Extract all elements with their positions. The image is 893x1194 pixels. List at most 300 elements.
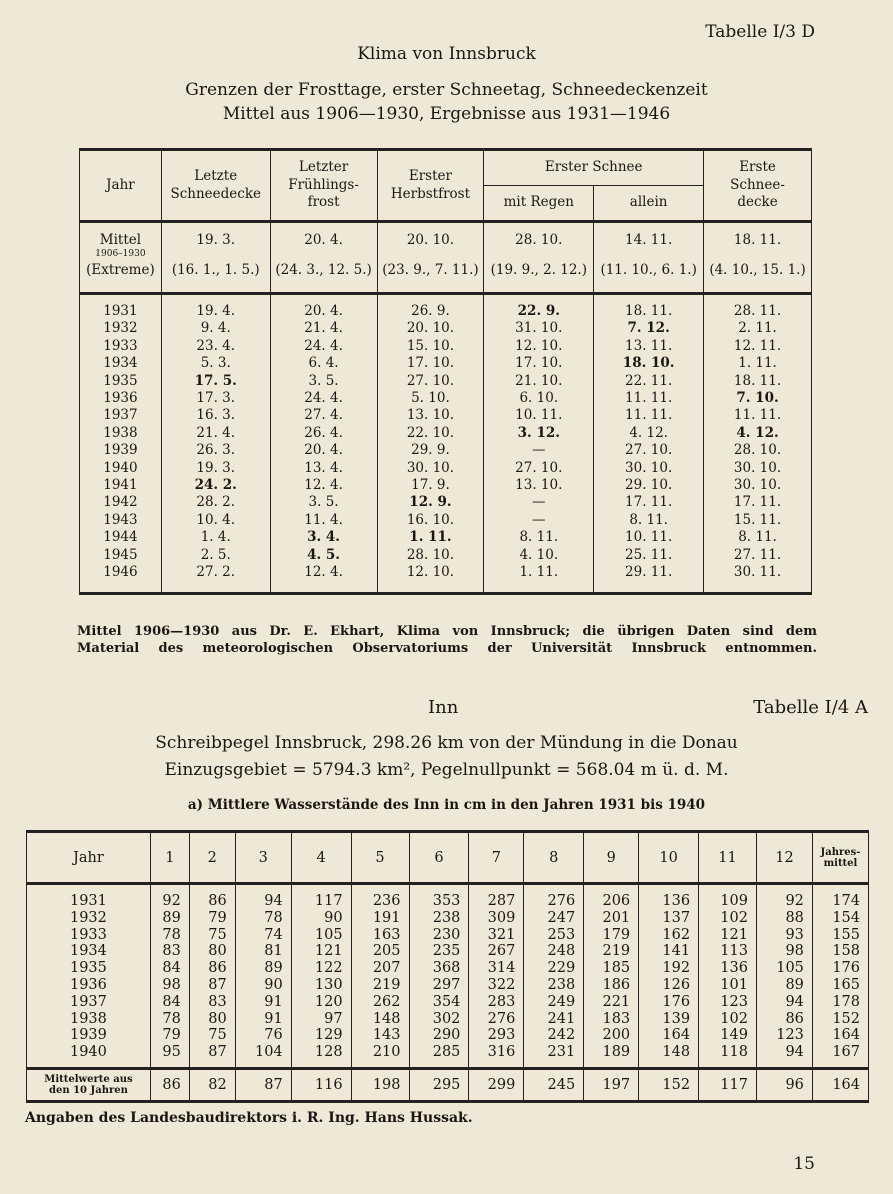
- header-month-12: 12: [756, 832, 812, 884]
- table-cell: 17. 11.: [625, 494, 673, 511]
- table-cell: 253: [547, 926, 576, 943]
- col-month-1: [150, 884, 189, 1069]
- table-cell: 26. 3.: [196, 442, 236, 459]
- table-cell: 1. 11.: [519, 564, 559, 581]
- row-year: 1937: [69, 993, 107, 1010]
- table-cell: 148: [372, 1010, 401, 1027]
- header-jahr: Jahr: [80, 150, 162, 222]
- avg-label: Mittelwerte aus den 10 Jahren: [27, 1068, 151, 1101]
- table-cell: 29. 9.: [411, 442, 450, 459]
- table-cell: 78: [264, 909, 283, 926]
- avg-cell: 198: [351, 1068, 409, 1101]
- table-cell: 314: [487, 960, 516, 977]
- table-cell: 27. 10.: [625, 442, 673, 459]
- table-cell: 276: [487, 1010, 516, 1027]
- table-cell: 1. 11.: [738, 355, 777, 372]
- header-month-8: 8: [524, 832, 584, 884]
- table-cell: 24. 4.: [304, 337, 343, 354]
- table-cell: 13. 4.: [304, 459, 343, 476]
- table-cell: 1932: [103, 320, 138, 337]
- col-month-2: [189, 884, 235, 1069]
- header-month-5: 5: [351, 832, 409, 884]
- table-cell: 11. 4.: [304, 511, 343, 528]
- table-id-top: Tabelle I/3 D: [705, 22, 815, 42]
- table-cell: 316: [487, 1044, 516, 1061]
- table-cell: 200: [602, 1027, 631, 1044]
- table-cell: 152: [832, 1010, 860, 1027]
- table-cell: 12. 10.: [515, 337, 563, 354]
- avg-cell: 86: [150, 1068, 189, 1101]
- table-cell: 20. 4.: [304, 442, 343, 459]
- table-cell: 1. 4.: [200, 529, 231, 546]
- table-cell: 11. 11.: [625, 390, 673, 407]
- table-cell: 15. 10.: [406, 337, 455, 354]
- table-cell: 1943: [103, 511, 138, 528]
- table-cell: 92: [785, 893, 804, 909]
- table-cell: 74: [264, 926, 283, 943]
- table-cell: 3. 5.: [308, 494, 339, 511]
- table-cell: 93: [785, 926, 804, 943]
- table-cell: 15. 11.: [733, 511, 782, 528]
- table-cell: 130: [314, 976, 343, 993]
- table-cell: 154: [832, 909, 860, 926]
- table-cell: 84: [162, 993, 181, 1010]
- row-year: 1934: [69, 943, 107, 960]
- header-month-11: 11: [699, 832, 757, 884]
- table-cell: 3. 5.: [308, 372, 339, 389]
- table-cell: 1946: [103, 564, 138, 581]
- river-name: Inn: [428, 697, 459, 718]
- col-month-4: [291, 884, 351, 1069]
- table-cell: 118: [720, 1044, 748, 1061]
- table-cell: 90: [264, 976, 283, 993]
- table-cell: 126: [662, 976, 691, 993]
- table-cell: —: [532, 442, 546, 459]
- table-cell: 158: [832, 943, 860, 960]
- table-cell: 121: [720, 926, 748, 943]
- table-cell: 81: [264, 943, 283, 960]
- table-cell: 17. 9.: [411, 477, 450, 494]
- table-cell: 17. 3.: [196, 390, 236, 407]
- table-cell: 174: [832, 893, 860, 909]
- avg-cell: 87: [235, 1068, 291, 1101]
- col-month-6: [409, 884, 469, 1069]
- avg-cell: 197: [584, 1068, 639, 1101]
- table-caption: a) Mittlere Wasserstände des Inn in cm in den Jahren 1931 bis 1940: [187, 797, 706, 813]
- header-month-3: 3: [235, 832, 291, 884]
- table-cell: 164: [832, 1027, 860, 1044]
- table-cell: 12. 11.: [733, 337, 782, 354]
- table-cell: 8. 11.: [738, 529, 777, 546]
- table-cell: 78: [162, 1010, 181, 1027]
- table-cell: 1. 11.: [409, 529, 452, 546]
- table-cell: 94: [264, 893, 283, 909]
- table-cell: 86: [208, 893, 227, 909]
- header-jahr: Jahr: [27, 832, 151, 884]
- row-year: 1940: [69, 1044, 107, 1061]
- table-cell: 102: [720, 909, 748, 926]
- table-cell: 162: [662, 926, 691, 943]
- avg-cell: 152: [639, 1068, 699, 1101]
- table-cell: 236: [372, 893, 401, 909]
- table-cell: 18. 10.: [622, 355, 675, 372]
- header-month-9: 9: [584, 832, 639, 884]
- table-cell: 13. 10.: [515, 477, 563, 494]
- subtitle-2: Mittel aus 1906—1930, Ergebnisse aus 1931—1946: [222, 104, 671, 124]
- subtitle-1: Grenzen der Frosttage, erster Schneetag, Schneedeckenzeit: [185, 80, 708, 100]
- table-cell: 11. 11.: [733, 407, 782, 424]
- gauge-line-2: Einzugsgebiet = 5794.3 km², Pegelnullpunkt = 568.04 m ü. d. M.: [164, 760, 729, 780]
- table-cell: 283: [487, 993, 516, 1010]
- col-month-3: [235, 884, 291, 1069]
- header-mit-regen: mit Regen: [484, 186, 594, 222]
- table-cell: 87: [208, 976, 227, 993]
- table-cell: 113: [720, 943, 748, 960]
- table-cell: 94: [785, 993, 804, 1010]
- table-cell: 91: [264, 993, 283, 1010]
- table-cell: 148: [662, 1044, 691, 1061]
- table-cell: 164: [662, 1027, 691, 1044]
- table-cell: 10. 11.: [625, 529, 673, 546]
- table-cell: 20. 10.: [406, 320, 455, 337]
- header-letzter-fruehlingsfrost: Letzter Frühlings- frost: [270, 150, 377, 222]
- col-allein: [594, 294, 704, 594]
- table-cell: 1939: [103, 442, 138, 459]
- table-cell: 92: [162, 893, 181, 909]
- header-erster-herbstfrost: Erster Herbstfrost: [377, 150, 484, 222]
- mittel-mit-regen: 28. 10. (19. 9., 2. 12.): [484, 222, 594, 294]
- row-year: 1938: [69, 1010, 107, 1027]
- table-cell: 76: [264, 1027, 283, 1044]
- table-cell: 238: [547, 976, 576, 993]
- table-cell: 249: [547, 993, 576, 1010]
- frost-snow-table: [79, 148, 812, 595]
- table-cell: 321: [487, 926, 516, 943]
- col-letzte-schneedecke: [161, 294, 270, 594]
- table-cell: 17. 10.: [515, 355, 563, 372]
- table-cell: 30. 10.: [733, 459, 782, 476]
- col-mit-regen: [484, 294, 594, 594]
- table-cell: 13. 10.: [406, 407, 455, 424]
- header-month-1: 1: [150, 832, 189, 884]
- table-cell: 285: [432, 1044, 461, 1061]
- row-year: 1933: [69, 926, 107, 943]
- table-cell: 121: [314, 943, 343, 960]
- table-cell: 79: [162, 1027, 181, 1044]
- table-cell: 27. 4.: [304, 407, 343, 424]
- table-cell: 10. 11.: [515, 407, 563, 424]
- avg-cell: 295: [409, 1068, 469, 1101]
- col-years: [80, 294, 162, 594]
- source-note: Angaben des Landesbaudirektors i. R. Ing. Hans Hussak.: [25, 1110, 473, 1126]
- avg-cell: 116: [291, 1068, 351, 1101]
- page-title: Klima von Innsbruck: [357, 44, 536, 64]
- header-month-2: 2: [189, 832, 235, 884]
- table-cell: 8. 11.: [519, 529, 559, 546]
- table-cell: 3. 12.: [517, 424, 560, 441]
- table-cell: 79: [208, 909, 227, 926]
- table-cell: 7. 12.: [627, 320, 670, 337]
- mittel-erste-schneedecke: 18. 11. (4. 10., 15. 1.): [704, 222, 812, 294]
- table-cell: 242: [547, 1027, 576, 1044]
- table-id-bottom: Tabelle I/4 A: [753, 697, 868, 718]
- table-cell: 2. 5.: [200, 546, 231, 563]
- table-cell: 12. 4.: [304, 477, 343, 494]
- table-cell: 5. 10.: [411, 390, 450, 407]
- header-month-4: 4: [291, 832, 351, 884]
- table-cell: 89: [162, 909, 181, 926]
- table-cell: 167: [832, 1044, 860, 1061]
- table-cell: 368: [432, 960, 461, 977]
- table-cell: 136: [662, 893, 691, 909]
- table-cell: 30. 11.: [733, 564, 782, 581]
- table-cell: 83: [208, 993, 227, 1010]
- table-cell: 16. 3.: [196, 407, 236, 424]
- table-cell: 117: [314, 893, 343, 909]
- table-cell: 98: [785, 943, 804, 960]
- table-cell: 19. 4.: [196, 303, 236, 319]
- table-cell: 22. 9.: [517, 303, 560, 319]
- table-cell: 1944: [103, 529, 138, 546]
- table-cell: 31. 10.: [515, 320, 563, 337]
- table-cell: 102: [720, 1010, 748, 1027]
- table-cell: 17. 10.: [406, 355, 455, 372]
- table-cell: 4. 12.: [736, 424, 779, 441]
- table-cell: 27. 10.: [406, 372, 455, 389]
- table-cell: 191: [372, 909, 401, 926]
- table-cell: 219: [602, 943, 631, 960]
- gauge-line-1: Schreibpegel Innsbruck, 298.26 km von der Mündung in die Donau: [155, 733, 738, 753]
- col-month-7: [469, 884, 524, 1069]
- table-cell: 165: [832, 976, 860, 993]
- table-cell: 84: [162, 960, 181, 977]
- table-cell: 86: [785, 1010, 804, 1027]
- table-cell: 21. 4.: [196, 424, 236, 441]
- table-cell: 207: [372, 960, 401, 977]
- table-cell: 12. 4.: [304, 564, 343, 581]
- row-year: 1931: [69, 893, 107, 909]
- table-cell: 12. 10.: [406, 564, 455, 581]
- table-cell: 17. 5.: [194, 372, 237, 389]
- col-jahresmittel: [812, 884, 868, 1069]
- avg-cell: 117: [699, 1068, 757, 1101]
- table-cell: 1935: [103, 372, 138, 389]
- water-level-table: [26, 830, 869, 1103]
- table-cell: 27. 11.: [733, 546, 782, 563]
- table-cell: 192: [662, 960, 691, 977]
- table-cell: 19. 3.: [196, 459, 236, 476]
- avg-cell: 82: [189, 1068, 235, 1101]
- table-cell: 98: [162, 976, 181, 993]
- table-cell: 1933: [103, 337, 138, 354]
- mittel-letzter-fruehlingsfrost: 20. 4. (24. 3., 12. 5.): [270, 222, 377, 294]
- table-cell: 149: [720, 1027, 748, 1044]
- header-month-7: 7: [469, 832, 524, 884]
- table-cell: 18. 11.: [733, 372, 782, 389]
- col-year: [27, 884, 151, 1069]
- table-cell: 1938: [103, 424, 138, 441]
- table-cell: 186: [602, 976, 631, 993]
- avg-cell: 164: [812, 1068, 868, 1101]
- header-month-10: 10: [639, 832, 699, 884]
- table-cell: 247: [547, 909, 576, 926]
- table-cell: 262: [372, 993, 401, 1010]
- table-cell: 8. 11.: [629, 511, 668, 528]
- table-cell: 137: [662, 909, 691, 926]
- table-cell: 95: [162, 1044, 181, 1061]
- header-allein: allein: [594, 186, 704, 222]
- table-cell: 136: [720, 960, 748, 977]
- table-cell: 205: [372, 943, 401, 960]
- col-erster-herbstfrost: [377, 294, 484, 594]
- col-month-8: [524, 884, 584, 1069]
- table-cell: 6. 4.: [308, 355, 339, 372]
- avg-cell: 96: [756, 1068, 812, 1101]
- col-month-9: [584, 884, 639, 1069]
- avg-cell: 299: [469, 1068, 524, 1101]
- table-cell: 229: [547, 960, 576, 977]
- table-cell: 6. 10.: [519, 390, 559, 407]
- table-cell: 104: [254, 1044, 283, 1061]
- page-number: 15: [793, 1154, 815, 1174]
- table-cell: 105: [776, 960, 804, 977]
- table-cell: 1931: [103, 303, 138, 319]
- table-cell: 1945: [103, 546, 138, 563]
- table-cell: 9. 4.: [200, 320, 231, 337]
- table-cell: 13. 11.: [625, 337, 673, 354]
- table-cell: 179: [602, 926, 631, 943]
- footnote: Mittel 1906—1930 aus Dr. E. Ekhart, Klima von Innsbruck; die übrigen Daten sind dem Material des meteorologischen Observatoriums der Universität Innsbruck entnommen.: [77, 624, 817, 656]
- table-cell: 1937: [103, 407, 138, 424]
- table-cell: 141: [662, 943, 691, 960]
- table-cell: 267: [487, 943, 516, 960]
- row-year: 1932: [69, 909, 107, 926]
- avg-cell: 245: [524, 1068, 584, 1101]
- col-month-10: [639, 884, 699, 1069]
- table-cell: 206: [602, 893, 631, 909]
- table-cell: 3. 4.: [307, 529, 340, 546]
- table-cell: 101: [720, 976, 748, 993]
- table-cell: 27. 10.: [515, 459, 563, 476]
- row-year: 1939: [69, 1027, 107, 1044]
- table-cell: 163: [372, 926, 401, 943]
- table-cell: 5. 3.: [200, 355, 231, 372]
- table-cell: 87: [208, 1044, 227, 1061]
- table-cell: 4. 10.: [519, 546, 559, 563]
- table-cell: 155: [832, 926, 860, 943]
- table-cell: 83: [162, 943, 181, 960]
- table-cell: 322: [487, 976, 516, 993]
- mittel-erster-herbstfrost: 20. 10. (23. 9., 7. 11.): [377, 222, 484, 294]
- table-cell: 183: [602, 1010, 631, 1027]
- table-cell: 29. 11.: [625, 564, 673, 581]
- table-cell: 25. 11.: [625, 546, 673, 563]
- col-month-12: [756, 884, 812, 1069]
- table-cell: 210: [372, 1044, 401, 1061]
- table-cell: 86: [208, 960, 227, 977]
- table-cell: 293: [487, 1027, 516, 1044]
- table-cell: 29. 10.: [625, 477, 673, 494]
- table-cell: 11. 11.: [625, 407, 673, 424]
- table-cell: 230: [432, 926, 461, 943]
- table-cell: 248: [547, 943, 576, 960]
- table-cell: 16. 10.: [406, 511, 455, 528]
- col-month-11: [699, 884, 757, 1069]
- table-cell: 89: [785, 976, 804, 993]
- table-cell: 75: [208, 1027, 227, 1044]
- table-cell: 78: [162, 926, 181, 943]
- table-cell: 1942: [103, 494, 138, 511]
- table-cell: 24. 2.: [194, 477, 237, 494]
- table-cell: 94: [785, 1044, 804, 1061]
- table-cell: —: [532, 494, 546, 511]
- table-cell: 1936: [103, 390, 138, 407]
- header-jahresmittel: Jahres- mittel: [812, 832, 868, 884]
- table-cell: 89: [264, 960, 283, 977]
- table-cell: 221: [602, 993, 631, 1010]
- table-cell: 309: [487, 909, 516, 926]
- col-letzter-fruehlingsfrost: [270, 294, 377, 594]
- table-cell: 235: [432, 943, 461, 960]
- table-cell: 122: [314, 960, 343, 977]
- table-cell: 30. 10.: [733, 477, 782, 494]
- table-cell: 4. 12.: [629, 424, 668, 441]
- header-erster-schnee: Erster Schnee: [484, 150, 704, 186]
- table-cell: 28. 11.: [733, 303, 782, 319]
- table-cell: 276: [547, 893, 576, 909]
- table-cell: 176: [832, 960, 860, 977]
- table-cell: 129: [314, 1027, 343, 1044]
- table-cell: 4. 5.: [307, 546, 340, 563]
- table-cell: 123: [720, 993, 748, 1010]
- table-cell: 88: [785, 909, 804, 926]
- table-cell: 30. 10.: [625, 459, 673, 476]
- table-cell: 128: [314, 1044, 343, 1061]
- table-cell: 1940: [103, 459, 138, 476]
- header-letzte-schneedecke: Letzte Schneedecke: [161, 150, 270, 222]
- table-cell: 143: [372, 1027, 401, 1044]
- table-cell: 18. 11.: [625, 303, 673, 319]
- table-cell: 302: [432, 1010, 461, 1027]
- table-cell: 12. 9.: [409, 494, 452, 511]
- table-cell: 139: [662, 1010, 691, 1027]
- table-cell: 238: [432, 909, 461, 926]
- table-cell: 354: [432, 993, 461, 1010]
- table-cell: 22. 10.: [406, 424, 455, 441]
- table-cell: 80: [208, 1010, 227, 1027]
- table-cell: 23. 4.: [196, 337, 236, 354]
- table-cell: 1941: [103, 477, 138, 494]
- table-cell: 26. 4.: [304, 424, 343, 441]
- table-cell: 120: [314, 993, 343, 1010]
- table-cell: 201: [602, 909, 631, 926]
- table-cell: 17. 11.: [733, 494, 782, 511]
- table-cell: 80: [208, 943, 227, 960]
- mittel-allein: 14. 11. (11. 10., 6. 1.): [594, 222, 704, 294]
- mittel-label: Mittel 1906–1930 (Extreme): [80, 222, 162, 294]
- table-cell: 123: [776, 1027, 804, 1044]
- table-cell: 10. 4.: [196, 511, 236, 528]
- table-cell: 189: [602, 1044, 631, 1061]
- table-cell: 91: [264, 1010, 283, 1027]
- table-cell: 26. 9.: [411, 303, 450, 319]
- col-erste-schneedecke: [704, 294, 812, 594]
- table-cell: 30. 10.: [406, 459, 455, 476]
- table-cell: 105: [314, 926, 343, 943]
- row-year: 1935: [69, 960, 107, 977]
- table-cell: 241: [547, 1010, 576, 1027]
- table-cell: 28. 10.: [406, 546, 455, 563]
